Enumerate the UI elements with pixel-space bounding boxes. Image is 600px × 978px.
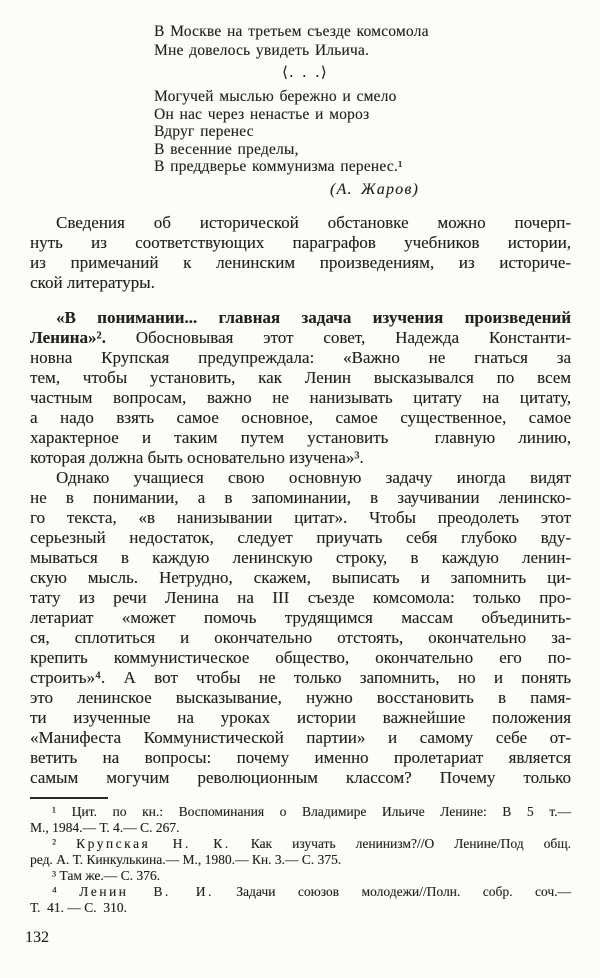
text-line: нуть из соответствующих параграфов учебников истории,: [30, 232, 571, 252]
text-line: скую мысль. Нетрудно, скажем, выписать и запомнить ци-: [30, 567, 571, 587]
text-line: В преддверье коммунизма перенес.¹: [154, 158, 403, 175]
text-line: серьезный недостаток, следует приучать себя глубоко вду-: [30, 527, 571, 547]
text-line: тату из речи Ленина на III съезде комсомола: только про-: [30, 587, 571, 607]
text-line: ред. А. Т. Кинкулькина.— М., 1980.— Кн. 3.— С. 375.: [30, 851, 342, 867]
text-line: ⁴ Ленин В. И. Задачи союзов молодежи//Полн. собр. соч.—: [52, 883, 571, 899]
footnotes-block: [30, 804, 571, 916]
text-line: Т. 41. — С. 310.: [30, 899, 127, 915]
text-line: а надо взять самое основное, самое существенное, самое: [30, 407, 571, 427]
text-line: ся, сплотиться и окончательно отстоять, окончательно за-: [30, 627, 571, 647]
poem-stanza-1: [154, 22, 571, 60]
text-line: «В понимании... главная задача изучения произведений: [56, 307, 571, 327]
text-line: «Манифеста Коммунистической партии» и самому себе от-: [30, 727, 571, 747]
text-line: ветить на вопросы: почему именно пролетариат является: [30, 747, 571, 767]
text-line: строить»⁴. А вот чтобы не только запомнить, но и понять: [30, 667, 571, 687]
text-line: Он нас через ненастье и мороз: [154, 105, 370, 123]
text-line: Сведения об исторической обстановке можно почерп-: [56, 212, 571, 232]
text-line: Ленина»². Обосновывая этот совет, Надежда Константи-: [30, 327, 571, 347]
text-line: М., 1984.— Т. 4.— С. 267.: [30, 819, 180, 835]
footnote-4: [30, 884, 571, 916]
text-line: Мне довелось увидеть Ильича.: [154, 42, 370, 59]
page-content: [25, 0, 571, 947]
footnote-1: [30, 804, 571, 836]
text-line: Могучей мыслью бережно и смело: [154, 88, 397, 105]
poem-stanza-2: [154, 88, 571, 176]
text-line: Вдруг перенес: [154, 123, 254, 140]
paragraph-3: [30, 468, 571, 788]
poem-attribution: (А. Жаров): [330, 180, 420, 198]
paragraph-2: [30, 308, 571, 468]
text-line: ¹ Цит. по кн.: Воспоминания о Владимире Ильиче Ленине: В 5 т.—: [52, 803, 571, 819]
text-line: ской литературы.: [30, 272, 155, 292]
text-line: В весенние пределы,: [154, 140, 299, 158]
text-line: самым могучим революционным классом? Почему только: [30, 767, 571, 787]
text-line: летариат «может помочь трудящимся массам объединить-: [30, 607, 571, 627]
text-line: тем, чтобы установить, как Ленин высказывался по всем: [30, 367, 571, 387]
text-line: частным вопросам, важно не нанизывать цитату на цитату,: [30, 387, 571, 407]
text-line: Однако учащиеся свою основную задачу иногда видят: [56, 467, 571, 487]
text-line: ти изученные на уроках истории важнейшие положения: [30, 707, 571, 727]
text-line: характерное и таким путем установить главную линию,: [30, 427, 571, 447]
text-line: новна Крупская предупреждала: «Важно не гнаться за: [30, 347, 571, 367]
page-number: 132: [25, 928, 49, 946]
body-text: [30, 213, 571, 788]
text-line: из примечаний к ленинским произведениям, из историче-: [30, 252, 571, 272]
text-line: ² Крупская Н. К. Как изучать ленинизм?//О Ленине/Под общ.: [52, 835, 571, 851]
text-line: ³ Там же.— С. 376.: [52, 867, 161, 883]
text-line: которая должна быть основательно изучена»³.: [30, 447, 364, 467]
text-line: не в понимании, а в запоминании, в заучивании ленинско-: [30, 487, 571, 507]
text-line: В Москве на третьем съезде комсомола: [154, 23, 429, 40]
footnote-3: [30, 868, 571, 884]
text-line: крепить коммунистическое общество, окончательно его по-: [30, 647, 571, 667]
footnote-rule: [30, 797, 108, 799]
text-line: мываться в каждую ленинскую строку, в каждую ленин-: [30, 547, 571, 567]
poem-block: [154, 22, 571, 199]
text-line: это ленинское высказывание, нужно восстановить в памя-: [30, 687, 571, 707]
footnote-2: [30, 836, 571, 868]
poem-ellipsis-separator: ⟨. . .⟩: [282, 63, 328, 81]
text-line: го текста, «в нанизывании цитат». Чтобы преодолеть этот: [30, 507, 571, 527]
paragraph-1: [30, 213, 571, 293]
